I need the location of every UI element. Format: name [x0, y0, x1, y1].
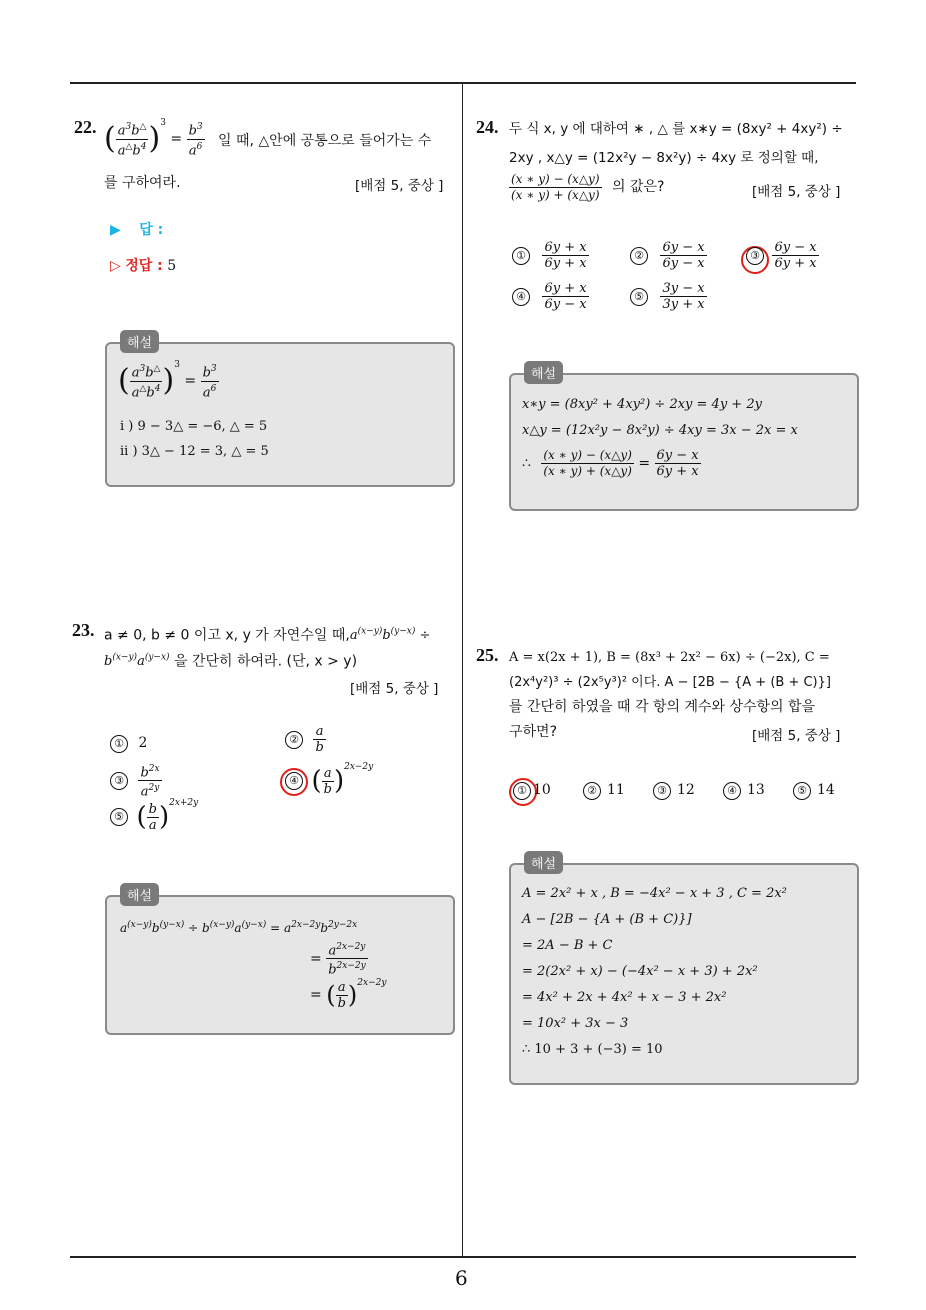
q25-number: 25.	[476, 645, 499, 665]
q25-choice-5[interactable]: ⑤ 14	[793, 782, 835, 800]
q24-solution-line3: ∴ $\frac{(x ∗ y) - (x\triangle y)}{(x ∗ y) + (x\triangle y)}$ = $\frac{6y - x}{6y + x}$	[522, 448, 699, 479]
q22-solution-line1: i ) 9 − 3△ = −6, △ = 5	[120, 419, 268, 434]
q25-solution-line: ∴ 10 + 3 + (−3) = 10	[522, 1042, 663, 1057]
q23-text-a: a ≠ 0, b ≠ 0 이고 x, y 가 자연수일 때$,a^{(x-y)}b^{(y-x)}$ ÷	[104, 627, 431, 644]
q22-text-b: 를 구하여라.	[104, 175, 181, 191]
q22-answer-row: ▶ 답 :	[110, 222, 164, 238]
q24-solution-tag: 해설	[524, 361, 563, 384]
q23-choice-4[interactable]: ④ ( $\frac{a}{b}$ )$^{2x-2y}$	[285, 762, 373, 797]
q25-text-d: 구하면?	[509, 724, 558, 740]
q25-choice-1[interactable]: ① 10	[513, 782, 551, 800]
q25-choice-4[interactable]: ④ 13	[723, 782, 765, 800]
column-divider	[462, 84, 463, 1256]
answer-arrow-icon: ▶	[110, 222, 121, 238]
q23-text-b: $b^{(x-y)}a^{(y-x)}$ 을 간단히 하여라. (단, x > y)	[104, 653, 358, 670]
q23-solution-tag: 해설	[120, 883, 159, 906]
q24-score: [배점 5, 중상 ]	[752, 184, 841, 200]
q25-solution-line: = 2(2x² + x) − (−4x² − x + 3) + 2x²	[522, 964, 758, 979]
q23-choice-2[interactable]: ② $\frac{a}{b}$	[285, 724, 326, 755]
q24-choice-5[interactable]: ⑤ $\frac{3y - x}{3y + x}$	[630, 281, 707, 312]
q25-text-c: 를 간단히 하였을 때 각 항의 계수와 상수항의 합을	[509, 699, 816, 715]
q22-equation: ( $\frac{a^3b^\triangle}{a^\triangle b^4}$ )$^3$ = $\frac{b^3}{a^6}$	[104, 118, 203, 158]
q22-score: [배점 5, 중상 ]	[355, 178, 444, 194]
q22-number: 22.	[74, 117, 97, 137]
q24-choice-3[interactable]: ③ $\frac{6y - x}{6y + x}$	[746, 240, 819, 271]
q25-solution-line: = 4x² + 2x + 4x² + x − 3 + 2x²	[522, 990, 727, 1005]
top-rule	[70, 82, 856, 84]
q25-solution-line: A = 2x² + x , B = −4x² − x + 3 , C = 2x²	[522, 886, 787, 901]
q23-solution-line3: = ( $\frac{a}{b}$ )$^{2x-2y}$	[310, 978, 387, 1011]
q22-solution-line2: ii ) 3△ − 12 = 3, △ = 5	[120, 444, 269, 459]
q25-choice-3[interactable]: ③ 12	[653, 782, 695, 800]
q23-number: 23.	[72, 620, 95, 640]
q22-text-a: 일 때, △안에 공통으로 들어가는 수	[218, 133, 432, 149]
q23-choice-1[interactable]: ① 2	[110, 735, 147, 753]
q25-text-a: A = x(2x + 1), B = (8x³ + 2x² − 6x) ÷ (−2x), C =	[509, 650, 830, 665]
q22-correct-row: ▷ 정답 : 5	[110, 258, 177, 274]
q25-solution-tag: 해설	[524, 851, 563, 874]
q22-solution-equation: ( $\frac{a^3b^\triangle}{a^\triangle b^4}$ )$^3$ = $\frac{b^3}{a^6}$	[118, 360, 217, 400]
q23-score: [배점 5, 중상 ]	[350, 681, 439, 697]
bottom-rule	[70, 1256, 856, 1258]
correct-arrow-icon: ▷	[110, 258, 121, 274]
q24-solution-line2: x△y = (12x²y − 8x²y) ÷ 4xy = 3x − 2x = x	[522, 423, 798, 438]
q25-score: [배점 5, 중상 ]	[752, 728, 841, 744]
q24-choice-1[interactable]: ① $\frac{6y + x}{6y + x}$	[512, 240, 589, 271]
q24-choice-4[interactable]: ④ $\frac{6y + x}{6y - x}$	[512, 281, 589, 312]
page-number: 6	[455, 1266, 468, 1290]
q22-solution-tag: 해설	[120, 330, 159, 353]
q24-solution-line1: x∗y = (8xy² + 4xy²) ÷ 2xy = 4y + 2y	[522, 397, 762, 412]
q24-text-a: 두 식 x, y 에 대하여 ∗ , △ 를 x∗y = (8xy² + 4xy²) ÷	[509, 121, 843, 137]
q23-solution-line1: $a^{(x-y)}b^{(y-x)} \div b^{(x-y)}a^{(y-x)} = a^{2x-2y}b^{2y-2x}$	[120, 920, 358, 935]
q25-text-b: (2x⁴y²)³ ÷ (2x⁵y³)² 이다. A − [2B − {A + (B + C)}]	[509, 675, 831, 690]
q25-solution-line: = 2A − B + C	[522, 938, 613, 953]
q24-expression: $\frac{(x ∗ y) - (x\triangle y)}{(x ∗ y) + (x\triangle y)}$ 의 값은?	[511, 172, 665, 202]
q23-choice-3[interactable]: ③ $\frac{b^{2x}}{a^{2y}}$	[110, 762, 162, 800]
q24-choice-2[interactable]: ② $\frac{6y - x}{6y - x}$	[630, 240, 707, 271]
q25-choice-2[interactable]: ② 11	[583, 782, 625, 800]
q25-solution-line: = 10x² + 3x − 3	[522, 1016, 629, 1031]
q24-number: 24.	[476, 117, 499, 137]
q24-text-b: 2xy , x△y = (12x²y − 8x²y) ÷ 4xy 로 정의할 때,	[509, 150, 819, 166]
q25-solution-line: A − [2B − {A + (B + C)}]	[522, 912, 692, 927]
q23-solution-box	[105, 895, 455, 1035]
q24-solution-box	[509, 373, 859, 511]
q23-choice-5[interactable]: ⑤ ( $\frac{b}{a}$ )$^{2x+2y}$	[110, 798, 198, 833]
q23-solution-line2: = $\frac{a^{2x-2y}}{b^{2x-2y}}$	[310, 942, 366, 978]
